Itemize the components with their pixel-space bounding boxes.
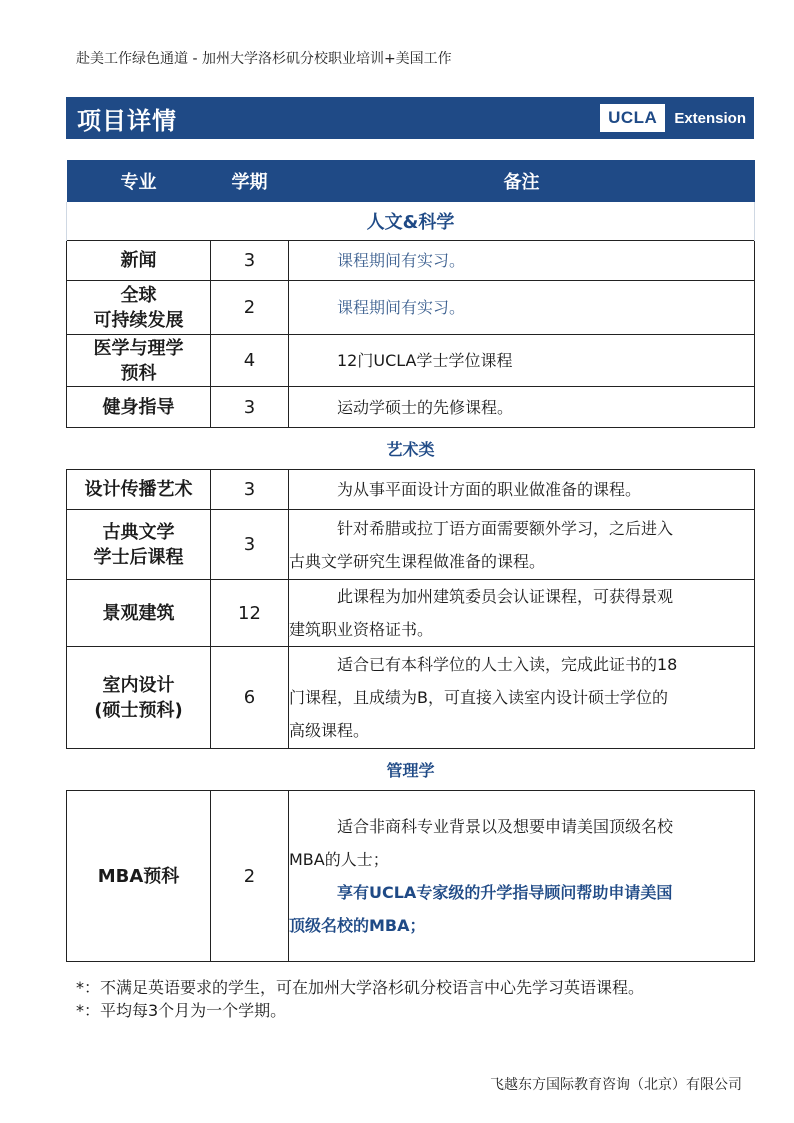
table-row bbox=[67, 791, 755, 962]
major-cell: 设计传播艺术 bbox=[67, 470, 211, 510]
term-cell: 3 bbox=[211, 470, 289, 510]
term-cell: 12 bbox=[211, 580, 289, 647]
major-cell: 古典文学 学士后课程 bbox=[67, 510, 211, 580]
table-row bbox=[67, 241, 755, 281]
footnotes bbox=[76, 976, 644, 1022]
table-row bbox=[67, 647, 755, 749]
table-row bbox=[67, 335, 755, 387]
major-cell: 新闻 bbox=[67, 241, 211, 281]
program-table bbox=[66, 160, 755, 962]
ucla-extension-logo bbox=[600, 104, 746, 132]
note-cell: 适合已有本科学位的人士入读，完成此证书的18 门课程，且成绩为B，可直接入读室内设计硕士学位的 高级课程。 bbox=[289, 647, 755, 749]
note-cell: 课程期间有实习。 bbox=[289, 281, 755, 335]
term-cell: 3 bbox=[211, 241, 289, 281]
section-heading: 人文&科学 bbox=[67, 202, 755, 241]
note-cell: 适合非商科专业背景以及想要申请美国顶级名校 MBA的人士； 享有UCLA专家级的升学指导顾问帮助申请美国 顶级名校的MBA； bbox=[289, 791, 755, 962]
major-cell: 景观建筑 bbox=[67, 580, 211, 647]
section-heading: 艺术类 bbox=[386, 440, 435, 459]
page-title: 项目详情 bbox=[77, 106, 177, 135]
table-row bbox=[67, 387, 755, 428]
note-cell: 课程期间有实习。 bbox=[289, 241, 755, 281]
major-cell: 室内设计 (硕士预科) bbox=[67, 647, 211, 749]
company-name: 飞越东方国际教育咨询（北京）有限公司 bbox=[490, 1077, 742, 1093]
term-cell: 2 bbox=[211, 791, 289, 962]
term-cell: 3 bbox=[211, 387, 289, 428]
term-cell: 6 bbox=[211, 647, 289, 749]
column-header-notes: 备注 bbox=[289, 160, 755, 202]
ucla-logo-box: UCLA bbox=[600, 104, 665, 132]
table-row bbox=[67, 580, 755, 647]
table-row bbox=[67, 281, 755, 335]
major-cell: 健身指导 bbox=[67, 387, 211, 428]
footnote: *：不满足英语要求的学生，可在加州大学洛杉矶分校语言中心先学习英语课程。 bbox=[76, 978, 645, 997]
note-cell: 针对希腊或拉丁语方面需要额外学习，之后进入 古典文学研究生课程做准备的课程。 bbox=[289, 510, 755, 580]
table-header-row bbox=[67, 160, 755, 202]
note-cell: 此课程为加州建筑委员会认证课程，可获得景观 建筑职业资格证书。 bbox=[289, 580, 755, 647]
term-cell: 4 bbox=[211, 335, 289, 387]
page-header: 赴美工作绿色通道 - 加州大学洛杉矶分校职业培训+美国工作 bbox=[76, 51, 452, 67]
major-cell: MBA预科 bbox=[67, 791, 211, 962]
footnote: *：平均每3个月为一个学期。 bbox=[76, 1001, 287, 1020]
section-heading: 管理学 bbox=[386, 761, 435, 780]
term-cell: 2 bbox=[211, 281, 289, 335]
table-row bbox=[67, 510, 755, 580]
note-cell: 运动学硕士的先修课程。 bbox=[289, 387, 755, 428]
column-header-major: 专业 bbox=[67, 160, 211, 202]
major-cell: 全球 可持续发展 bbox=[67, 281, 211, 335]
column-header-term: 学期 bbox=[211, 160, 289, 202]
note-cell: 为从事平面设计方面的职业做准备的课程。 bbox=[289, 470, 755, 510]
term-cell: 3 bbox=[211, 510, 289, 580]
title-bar bbox=[66, 97, 754, 139]
extension-label: Extension bbox=[674, 109, 746, 127]
note-cell: 12门UCLA学士学位课程 bbox=[289, 335, 755, 387]
table-row bbox=[67, 470, 755, 510]
major-cell: 医学与理学 预科 bbox=[67, 335, 211, 387]
